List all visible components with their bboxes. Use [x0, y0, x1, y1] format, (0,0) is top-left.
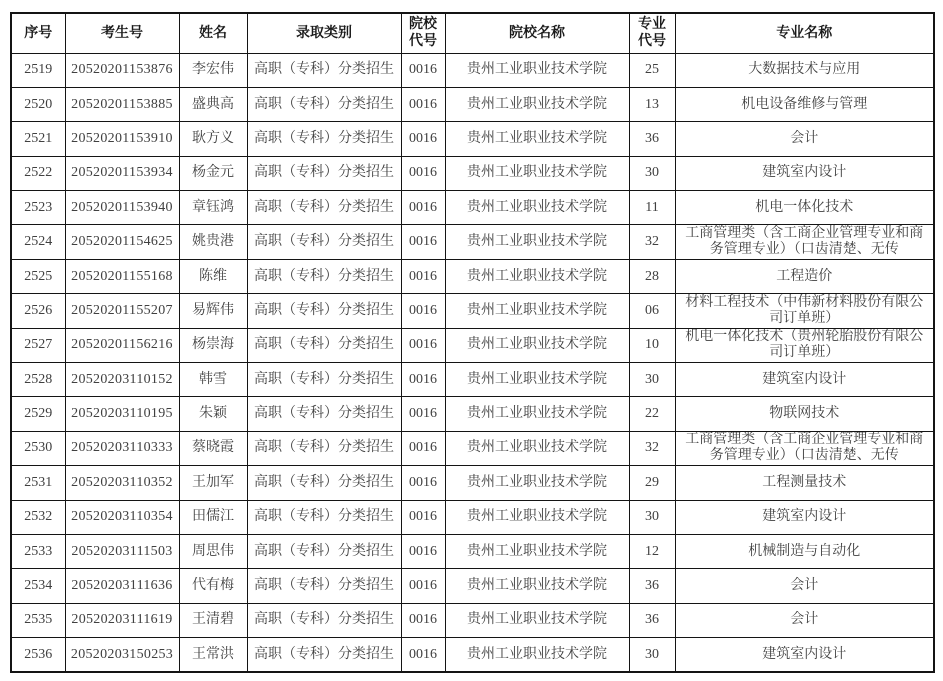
cell-xh: 2530: [11, 431, 65, 465]
cell-yxmc: 贵州工业职业技术学院: [445, 638, 629, 672]
cell-zydh: 36: [629, 122, 675, 156]
cell-ksh: 20520201155207: [65, 294, 179, 328]
cell-xh: 2526: [11, 294, 65, 328]
table-row: [11, 328, 934, 362]
cell-xh: 2524: [11, 225, 65, 259]
table-row: [11, 500, 934, 534]
cell-lqlb: 高职（专科）分类招生: [247, 53, 401, 87]
cell-xm: 王加军: [179, 466, 247, 500]
cell-xh: 2522: [11, 156, 65, 190]
cell-zydh: 30: [629, 156, 675, 190]
cell-xh: 2534: [11, 569, 65, 603]
cell-yxmc: 贵州工业职业技术学院: [445, 225, 629, 259]
cell-xh: 2523: [11, 191, 65, 225]
cell-zymc: 大数据技术与应用: [675, 53, 934, 87]
cell-xm: 姚贵港: [179, 225, 247, 259]
cell-zydh: 28: [629, 259, 675, 293]
cell-zydh: 13: [629, 87, 675, 121]
cell-yxdh: 0016: [401, 569, 445, 603]
table-body: [11, 53, 934, 672]
cell-lqlb: 高职（专科）分类招生: [247, 569, 401, 603]
cell-xm: 杨崇海: [179, 328, 247, 362]
cell-zymc: 材料工程技术（中伟新材料股份有限公司订单班）: [675, 294, 934, 328]
cell-ksh: 20520201153934: [65, 156, 179, 190]
cell-yxmc: 贵州工业职业技术学院: [445, 328, 629, 362]
cell-lqlb: 高职（专科）分类招生: [247, 122, 401, 156]
cell-zymc: 机电设备维修与管理: [675, 87, 934, 121]
cell-xh: 2535: [11, 603, 65, 637]
cell-yxdh: 0016: [401, 397, 445, 431]
cell-ksh: 20520203110352: [65, 466, 179, 500]
cell-yxdh: 0016: [401, 259, 445, 293]
cell-zymc: 机电一体化技术: [675, 191, 934, 225]
col-header-major-name: 专业名称: [675, 13, 934, 53]
cell-yxdh: 0016: [401, 328, 445, 362]
cell-lqlb: 高职（专科）分类招生: [247, 638, 401, 672]
cell-zymc: 会计: [675, 603, 934, 637]
cell-yxdh: 0016: [401, 87, 445, 121]
table-row: [11, 191, 934, 225]
cell-xh: 2527: [11, 328, 65, 362]
cell-xh: 2520: [11, 87, 65, 121]
cell-xm: 朱颖: [179, 397, 247, 431]
cell-xm: 王清碧: [179, 603, 247, 637]
cell-ksh: 20520203110354: [65, 500, 179, 534]
cell-ksh: 20520203150253: [65, 638, 179, 672]
cell-ksh: 20520201153885: [65, 87, 179, 121]
cell-lqlb: 高职（专科）分类招生: [247, 363, 401, 397]
cell-lqlb: 高职（专科）分类招生: [247, 500, 401, 534]
cell-zydh: 30: [629, 500, 675, 534]
cell-xh: 2536: [11, 638, 65, 672]
cell-zydh: 10: [629, 328, 675, 362]
table-row: [11, 638, 934, 672]
cell-xm: 陈维: [179, 259, 247, 293]
cell-zymc: 建筑室内设计: [675, 363, 934, 397]
cell-lqlb: 高职（专科）分类招生: [247, 225, 401, 259]
cell-yxdh: 0016: [401, 156, 445, 190]
cell-yxdh: 0016: [401, 603, 445, 637]
cell-yxmc: 贵州工业职业技术学院: [445, 122, 629, 156]
admission-table: [10, 12, 935, 673]
cell-yxdh: 0016: [401, 534, 445, 568]
table-row: [11, 294, 934, 328]
cell-zymc: 工程造价: [675, 259, 934, 293]
col-header-candidate-number: 考生号: [65, 13, 179, 53]
cell-ksh: 20520203111636: [65, 569, 179, 603]
table-row: [11, 259, 934, 293]
col-header-serial: 序号: [11, 13, 65, 53]
cell-ksh: 20520203110333: [65, 431, 179, 465]
cell-zymc: 机械制造与自动化: [675, 534, 934, 568]
table-row: [11, 431, 934, 465]
cell-yxdh: 0016: [401, 466, 445, 500]
cell-yxdh: 0016: [401, 225, 445, 259]
table-row: [11, 122, 934, 156]
col-header-name: 姓名: [179, 13, 247, 53]
cell-yxmc: 贵州工业职业技术学院: [445, 53, 629, 87]
cell-ksh: 20520203110152: [65, 363, 179, 397]
cell-yxmc: 贵州工业职业技术学院: [445, 397, 629, 431]
cell-zymc: 工商管理类（含工商企业管理专业和商务管理专业）（口齿清楚、无传: [675, 431, 934, 465]
cell-lqlb: 高职（专科）分类招生: [247, 191, 401, 225]
cell-lqlb: 高职（专科）分类招生: [247, 156, 401, 190]
cell-yxmc: 贵州工业职业技术学院: [445, 191, 629, 225]
cell-xm: 韩雪: [179, 363, 247, 397]
table-row: [11, 87, 934, 121]
cell-zymc: 工商管理类（含工商企业管理专业和商务管理专业）（口齿清楚、无传: [675, 225, 934, 259]
cell-xm: 田儒江: [179, 500, 247, 534]
cell-yxdh: 0016: [401, 431, 445, 465]
cell-yxdh: 0016: [401, 363, 445, 397]
table-row: [11, 603, 934, 637]
cell-yxmc: 贵州工业职业技术学院: [445, 569, 629, 603]
cell-xm: 王常洪: [179, 638, 247, 672]
cell-zydh: 32: [629, 431, 675, 465]
table-row: [11, 156, 934, 190]
table-row: [11, 53, 934, 87]
cell-zydh: 36: [629, 569, 675, 603]
cell-zydh: 30: [629, 363, 675, 397]
cell-yxdh: 0016: [401, 638, 445, 672]
table-row: [11, 466, 934, 500]
cell-zydh: 29: [629, 466, 675, 500]
cell-yxmc: 贵州工业职业技术学院: [445, 156, 629, 190]
cell-xm: 李宏伟: [179, 53, 247, 87]
cell-yxmc: 贵州工业职业技术学院: [445, 363, 629, 397]
table-row: [11, 569, 934, 603]
header-row: [11, 13, 934, 53]
cell-zymc: 会计: [675, 122, 934, 156]
col-header-institution-code: 院校代号: [401, 13, 445, 53]
cell-yxmc: 贵州工业职业技术学院: [445, 259, 629, 293]
cell-zymc: 物联网技术: [675, 397, 934, 431]
cell-yxdh: 0016: [401, 294, 445, 328]
cell-lqlb: 高职（专科）分类招生: [247, 534, 401, 568]
cell-lqlb: 高职（专科）分类招生: [247, 328, 401, 362]
cell-zydh: 06: [629, 294, 675, 328]
cell-ksh: 20520203111619: [65, 603, 179, 637]
cell-ksh: 20520201155168: [65, 259, 179, 293]
cell-xm: 耿方义: [179, 122, 247, 156]
cell-yxmc: 贵州工业职业技术学院: [445, 466, 629, 500]
table-row: [11, 363, 934, 397]
cell-lqlb: 高职（专科）分类招生: [247, 431, 401, 465]
cell-ksh: 20520201153940: [65, 191, 179, 225]
cell-xm: 蔡晓霞: [179, 431, 247, 465]
cell-xh: 2532: [11, 500, 65, 534]
cell-xh: 2525: [11, 259, 65, 293]
cell-yxmc: 贵州工业职业技术学院: [445, 500, 629, 534]
cell-xh: 2533: [11, 534, 65, 568]
cell-zydh: 36: [629, 603, 675, 637]
cell-lqlb: 高职（专科）分类招生: [247, 397, 401, 431]
cell-xh: 2531: [11, 466, 65, 500]
table-header: [11, 13, 934, 53]
cell-lqlb: 高职（专科）分类招生: [247, 87, 401, 121]
cell-xm: 章钰鸿: [179, 191, 247, 225]
cell-ksh: 20520201153876: [65, 53, 179, 87]
cell-zymc: 建筑室内设计: [675, 156, 934, 190]
cell-ksh: 20520203110195: [65, 397, 179, 431]
cell-xm: 盛典高: [179, 87, 247, 121]
cell-yxmc: 贵州工业职业技术学院: [445, 603, 629, 637]
cell-yxmc: 贵州工业职业技术学院: [445, 534, 629, 568]
cell-xh: 2528: [11, 363, 65, 397]
cell-xm: 易辉伟: [179, 294, 247, 328]
cell-zydh: 30: [629, 638, 675, 672]
cell-lqlb: 高职（专科）分类招生: [247, 603, 401, 637]
table-row: [11, 225, 934, 259]
cell-ksh: 20520201154625: [65, 225, 179, 259]
cell-xh: 2521: [11, 122, 65, 156]
cell-zymc: 建筑室内设计: [675, 500, 934, 534]
table-row: [11, 397, 934, 431]
cell-yxdh: 0016: [401, 53, 445, 87]
cell-yxdh: 0016: [401, 122, 445, 156]
cell-ksh: 20520201156216: [65, 328, 179, 362]
col-header-institution-name: 院校名称: [445, 13, 629, 53]
col-header-major-code: 专业代号: [629, 13, 675, 53]
table-row: [11, 534, 934, 568]
cell-xh: 2519: [11, 53, 65, 87]
cell-zymc: 工程测量技术: [675, 466, 934, 500]
cell-zymc: 建筑室内设计: [675, 638, 934, 672]
cell-zymc: 机电一体化技术（贵州轮胎股份有限公司订单班）: [675, 328, 934, 362]
cell-lqlb: 高职（专科）分类招生: [247, 259, 401, 293]
cell-zydh: 22: [629, 397, 675, 431]
cell-lqlb: 高职（专科）分类招生: [247, 294, 401, 328]
cell-ksh: 20520201153910: [65, 122, 179, 156]
cell-yxmc: 贵州工业职业技术学院: [445, 431, 629, 465]
cell-ksh: 20520203111503: [65, 534, 179, 568]
cell-zydh: 32: [629, 225, 675, 259]
cell-yxmc: 贵州工业职业技术学院: [445, 294, 629, 328]
cell-yxdh: 0016: [401, 191, 445, 225]
cell-yxmc: 贵州工业职业技术学院: [445, 87, 629, 121]
cell-zydh: 12: [629, 534, 675, 568]
cell-zydh: 11: [629, 191, 675, 225]
cell-xm: 杨金元: [179, 156, 247, 190]
cell-zydh: 25: [629, 53, 675, 87]
cell-yxdh: 0016: [401, 500, 445, 534]
cell-xm: 周思伟: [179, 534, 247, 568]
cell-xh: 2529: [11, 397, 65, 431]
cell-xm: 代有梅: [179, 569, 247, 603]
col-header-admission-type: 录取类别: [247, 13, 401, 53]
cell-lqlb: 高职（专科）分类招生: [247, 466, 401, 500]
cell-zymc: 会计: [675, 569, 934, 603]
